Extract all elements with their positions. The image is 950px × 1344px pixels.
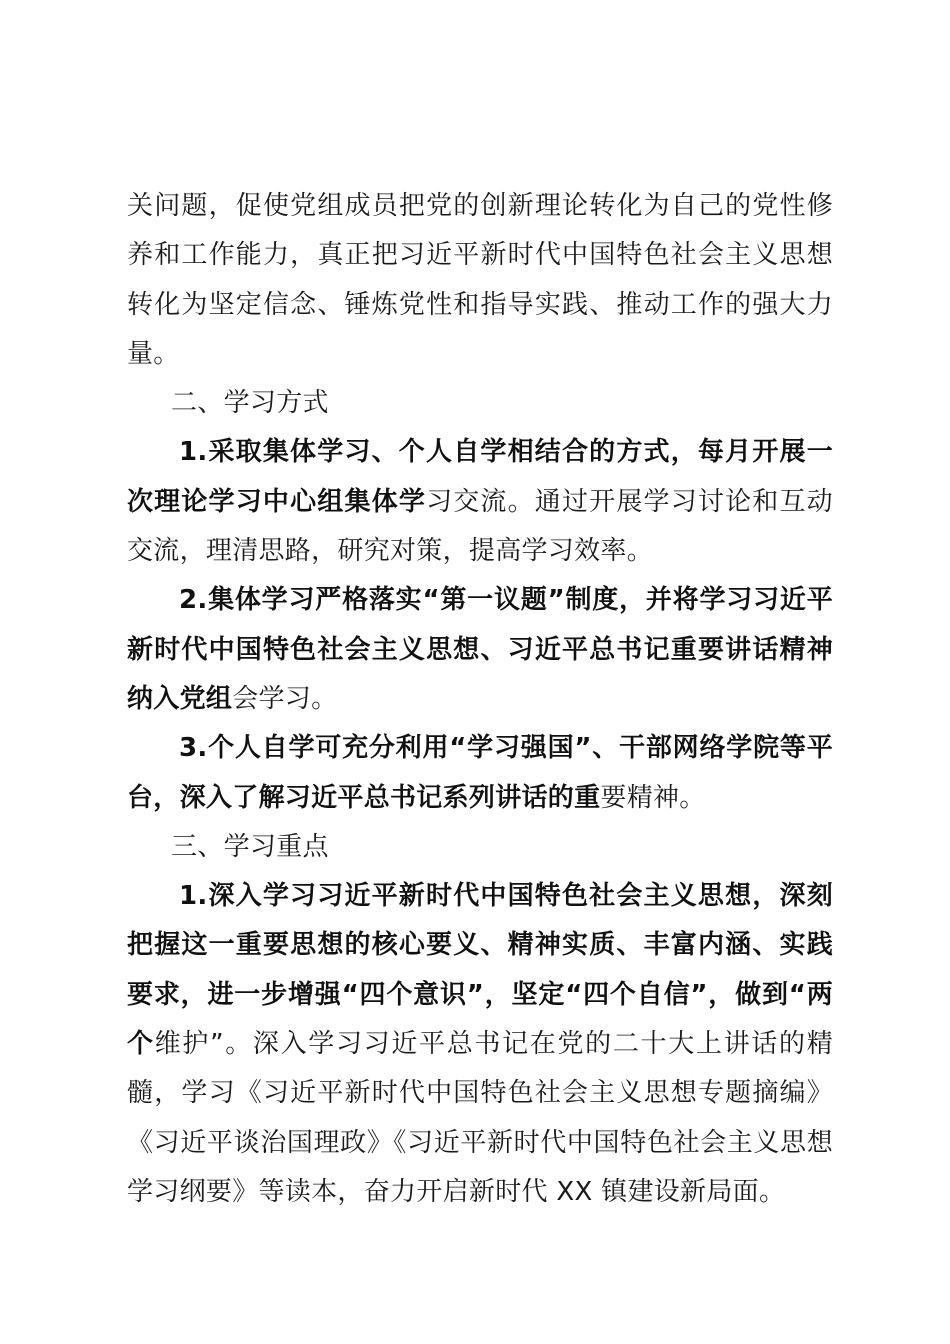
study-focus-item-1-bold: 1.深入学习习近平新时代中国特色社会主义思想，深刻把握这一重要思想的核心要义、精神实质、丰富内涵、实践要求，进一步增强“四个意识”，坚定“四个自信”，做到“两个 (127, 881, 833, 1060)
study-method-item-2-text: 会学习。 (232, 683, 338, 714)
section-heading-study-focus: 三、学习重点 (171, 831, 329, 862)
study-method-item-1-bold: 1.采取集体学习、个人自学相结合的方式，每月开展一次理论学习中心组集体学 (127, 437, 833, 517)
study-method-item-1-text: 习交流。通过开展学习讨论和互动交流，理清思路，研究对策，提高学习效率。 (127, 486, 833, 567)
intro-paragraph: 关问题，促使党组成员把党的创新理论转化为自己的党性修养和工作能力，真正把习近平新时代中国特色社会主义思想转化为坚定信念、锤炼党性和指导实践、推动工作的强大力量。 (127, 191, 833, 369)
study-method-item-2 (127, 576, 833, 724)
study-focus-item-1 (127, 872, 833, 1217)
section-heading-study-method: 二、学习方式 (171, 388, 329, 419)
study-focus-item-1-text: 维护”。深入学习习近平总书记在党的二十大上讲话的精髓，学习《习近平新时代中国特色社会主义思想专题摘编》《习近平谈治国理政》《习近平新时代中国特色社会主义思想学习纲要》等读本，奋力开启新时代 XX 镇建设新局面。 (127, 1029, 833, 1207)
study-method-item-3 (127, 724, 833, 823)
study-method-item-3-bold: 3.个人自学可充分利用“学习强国”、干部网络学院等平台，深入了解习近平总书记系列讲话的重 (127, 733, 833, 813)
document-body (127, 182, 833, 1217)
study-method-item-3-text: 要精神。 (600, 782, 706, 813)
study-method-item-1 (127, 428, 833, 576)
study-method-item-2-bold: 2.集体学习严格落实“第一议题”制度，并将学习习近平新时代中国特色社会主义思想、习近平总书记重要讲话精神纳入党组 (127, 585, 833, 714)
